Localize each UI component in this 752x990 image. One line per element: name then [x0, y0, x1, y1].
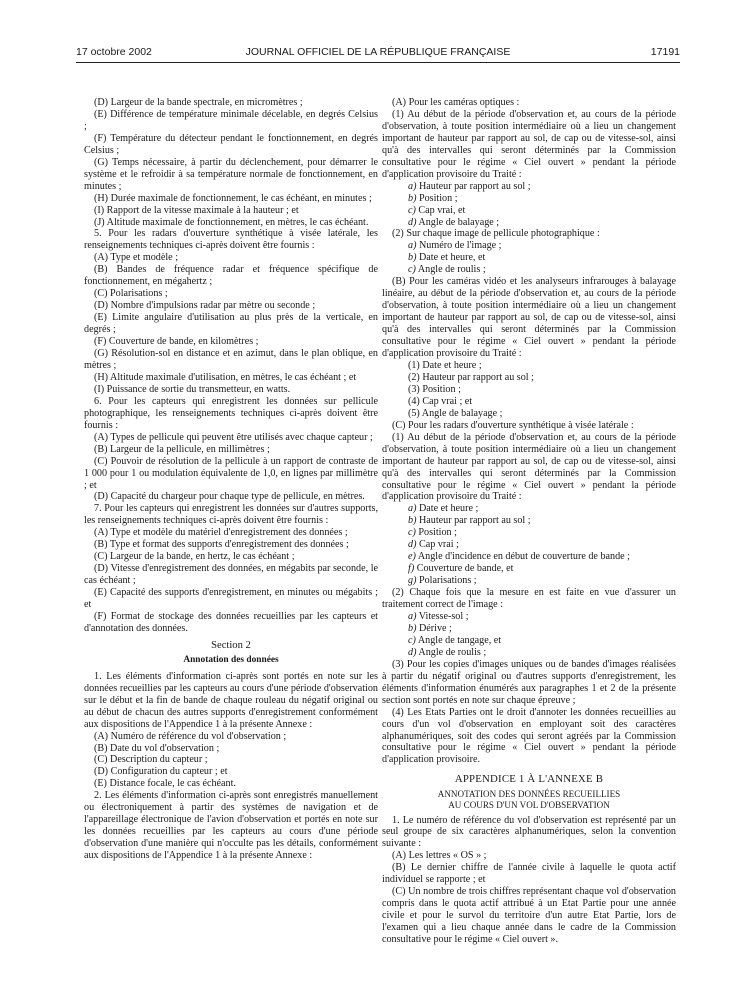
list-item: (5) Angle de balayage ; [408, 407, 503, 419]
paragraph: (E) Différence de température minimale décelable, en degrés Celsius ; [84, 108, 378, 132]
paragraph: (C) Pour les radars d'ouverture synthétique à visée latérale : [392, 419, 634, 431]
list-item: f) Couverture de bande, et [408, 563, 514, 575]
paragraph: (E) Distance focale, le cas échéant. [94, 778, 236, 790]
paragraph: (C) Un nombre de trois chiffres représentant chaque vol d'observation compris dans le quota actif attribué à un Etat Partie pour une année civile et pour le survol du territoire d'un autre Etat Partie, lors de l'examen qui a lieu chaque année dans le cadre de la Commission consultative pour le régime « Ciel ouvert ». [382, 886, 676, 946]
paragraph: (C) Largeur de la bande, en hertz, le cas échéant ; [94, 551, 295, 563]
right-column [382, 97, 676, 946]
paragraph: (D) Largeur de la bande spectrale, en micromètres ; [94, 97, 303, 108]
paragraph: (E) Capacité des supports d'enregistrement, en minutes ou mégabits ; et [84, 587, 378, 611]
page-number: 17191 [650, 46, 680, 58]
list-item: a) Vitesse-sol ; [408, 610, 469, 622]
paragraph: (A) Types de pellicule qui peuvent être utilisés avec chaque capteur ; [94, 431, 373, 443]
list-item: (2) Hauteur par rapport au sol ; [408, 371, 534, 383]
paragraph: 7. Pour les capteurs qui enregistrent les données sur d'autres supports, les renseignements techniques ci-après doivent être fournis : [84, 503, 378, 527]
paragraph: (C) Pouvoir de résolution de la pellicule à un rapport de contraste de 1 000 pour 1 ou modulation équivalente de 1,0, en lignes par millimètre ; et [84, 455, 378, 491]
list-item: a) Numéro de l'image ; [408, 240, 502, 252]
list-item: b) Hauteur par rapport au sol ; [408, 515, 531, 527]
paragraph: 1. Les éléments d'information ci-après sont portés en note sur les données recueillies par les capteurs au cours d'une période d'observation sur le début et la fin de bande de chaque rouleau du négatif original ou au début de chacun des autres supports d'enregistrement conformément aux dispositions de l'Appendice 1 à la présente Annexe : [84, 670, 378, 730]
header-rule [76, 62, 680, 63]
paragraph: (D) Capacité du chargeur pour chaque type de pellicule, en mètres. [94, 491, 365, 503]
list-item: c) Angle de roulis ; [408, 264, 486, 276]
paragraph: (B) Bandes de fréquence radar et fréquence spécifique de fonctionnement, en mégahertz ; [84, 264, 378, 288]
paragraph: (F) Couverture de bande, en kilomètres ; [94, 336, 259, 348]
paragraph: (B) Type et format des supports d'enregistrement des données ; [94, 539, 349, 551]
paragraph: (I) Puissance de sortie du transmetteur, en watts. [94, 383, 291, 395]
section-subtitle: Annotation des données [183, 654, 279, 665]
paragraph: (D) Configuration du capteur ; et [94, 766, 228, 778]
paragraph: (J) Altitude maximale de fonctionnement, en mètres, le cas échéant. [94, 216, 369, 228]
paragraph: (B) Largeur de la pellicule, en millimètres ; [94, 443, 270, 455]
appendix-subtitle: ANNOTATION DES DONNÉES RECUEILLIES [437, 789, 621, 800]
paragraph: (A) Les lettres « OS » ; [392, 850, 487, 862]
appendix-subtitle: AU COURS D'UN VOL D'OBSERVATION [448, 799, 610, 810]
paragraph: (A) Numéro de référence du vol d'observation ; [94, 730, 287, 742]
paragraph: (A) Pour les caméras optiques : [392, 97, 520, 108]
appendix-title: APPENDICE 1 À L'ANNEXE B [454, 773, 604, 786]
list-item: e) Angle d'incidence en début de couverture de bande ; [408, 551, 630, 563]
list-item: b) Date et heure, et [408, 252, 486, 264]
paragraph: (G) Résolution-sol en distance et en azimut, dans le plan oblique, en mètres ; [84, 348, 378, 371]
paragraph: (C) Description du capteur ; [94, 754, 208, 766]
list-item: d) Cap vrai ; [408, 539, 459, 551]
paragraph: 2. Les éléments d'information ci-après sont enregistrés manuellement ou électroniquement à partir des systèmes de navigation et de l'appareillage électronique de l'avion d'observation et portés en note sur les données recueillies par les capteurs au cours d'une période d'observation d'une manière qui n'occulte pas les détails, conformément aux dispositions de l'Appendice 1 à la présente Annexe : [84, 790, 378, 862]
paragraph: (F) Format de stockage des données recueillies par les capteurs et d'annotation des données. [84, 610, 378, 634]
list-item: b) Dérive ; [408, 622, 452, 634]
paragraph: 1. Le numéro de référence du vol d'observation est représenté par un seul groupe de six caractères alphanumériques, selon la convention suivante : [382, 814, 676, 850]
paragraph: (D) Vitesse d'enregistrement des données, en mégabits par seconde, le cas échéant ; [84, 563, 378, 587]
paragraph: (3) Pour les copies d'images uniques ou de bandes d'images réalisées à partir du négatif original ou d'autres supports d'enregistrement, les éléments d'information énumérés aux paragraphes 1 et 2 de la présente section sont portés en note sur chaque épreuve ; [382, 658, 676, 706]
paragraph: (A) Type et modèle ; [94, 252, 179, 264]
paragraph: (C) Polarisations ; [94, 288, 168, 300]
list-item: b) Position ; [408, 192, 458, 204]
list-item: (4) Cap vrai ; et [408, 395, 473, 407]
paragraph: (D) Nombre d'impulsions radar par mètre ou seconde ; [94, 300, 316, 312]
paragraph: 5. Pour les radars d'ouverture synthétique à visée latérale, les renseignements techniques ci-après doivent être fournis : [84, 228, 378, 252]
list-item: d) Angle de roulis ; [408, 646, 487, 658]
paragraph: (H) Altitude maximale d'utilisation, en mètres, le cas échéant ; et [94, 371, 357, 383]
list-item: c) Angle de tangage, et [408, 634, 502, 646]
paragraph: (2) Chaque fois que la mesure en est faite en vue d'assurer un traitement correct de l'image : [382, 587, 676, 611]
page-header [76, 46, 680, 60]
paragraph: 6. Pour les capteurs qui enregistrent les données sur pellicule photographique, les renseignements techniques ci-après doivent être fournis : [84, 395, 378, 431]
paragraph: (4) Les Etats Parties ont le droit d'annoter les données recueillies au cours d'un vol d'observation en employant soit des caractères alphanumériques, soit des codes qui seront agréés par la Commission consultative pour le régime « Ciel ouvert » pendant la période d'application provisoire. [382, 706, 676, 766]
journal-title: JOURNAL OFFICIEL DE LA RÉPUBLIQUE FRANÇAISE [245, 46, 511, 58]
paragraph: (B) Date du vol d'observation ; [94, 742, 220, 754]
list-item: a) Date et heure ; [408, 503, 479, 515]
paragraph: (1) Au début de la période d'observation et, au cours de la période d'observation, à toute position intermédiaire où a lieu un changement important de hauteur par rapport au sol, de cap ou de vitesse-sol, ainsi qu'à des intervalles qui seront déterminés par la Commission consultative pour le régime « Ciel ouvert » pendant la période d'application provisoire du Traité : [382, 431, 676, 503]
list-item: g) Polarisations ; [408, 575, 477, 587]
list-item: (3) Position ; [408, 383, 461, 395]
list-item: c) Cap vrai, et [408, 204, 466, 216]
paragraph: (F) Température du détecteur pendant le fonctionnement, en degrés Celsius ; [84, 132, 378, 156]
left-column [84, 97, 378, 862]
paragraph: (A) Type et modèle du matériel d'enregistrement des données ; [94, 527, 348, 539]
paragraph: (G) Temps nécessaire, à partir du déclenchement, pour démarrer le système et le refroidir à sa température normale de fonctionnement, en minutes ; [84, 156, 378, 192]
list-item: c) Position ; [408, 527, 457, 539]
section-title: Section 2 [211, 639, 251, 651]
paragraph: (E) Limite angulaire d'utilisation au plus près de la verticale, en degrés ; [84, 312, 378, 336]
list-item: (1) Date et heure ; [408, 359, 482, 371]
paragraph: (1) Au début de la période d'observation et, au cours de la période d'observation, à toute position intermédiaire où a lieu un changement important de hauteur par rapport au sol, de cap ou de vitesse-sol, ainsi qu'à des intervalles qui seront déterminés par la Commission consultative pour le régime « Ciel ouvert » pendant la période d'application provisoire du Traité : [382, 108, 676, 180]
paragraph: (I) Rapport de la vitesse maximale à la hauteur ; et [94, 204, 299, 216]
list-item: a) Hauteur par rapport au sol ; [408, 180, 531, 192]
paragraph: (2) Sur chaque image de pellicule photographique : [392, 228, 600, 240]
list-item: d) Angle de balayage ; [408, 216, 500, 228]
header-date: 17 octobre 2002 [76, 46, 152, 58]
paragraph: (H) Durée maximale de fonctionnement, le cas échéant, en minutes ; [94, 192, 372, 204]
paragraph: (B) Le dernier chiffre de l'année civile à laquelle le quota actif individuel se rapporte ; et [382, 862, 676, 886]
paragraph: (B) Pour les caméras vidéo et les analyseurs infrarouges à balayage linéaire, au début de la période d'observation et, au cours de la période d'observation, à toute position intermédiaire où a lieu un changement important de hauteur par rapport au sol, de cap ou de vitesse-sol, ainsi qu'à des intervalles qui seront déterminés par la Commission consultative pour le régime « Ciel ouvert » pendant la période d'application provisoire du Traité : [382, 276, 676, 360]
